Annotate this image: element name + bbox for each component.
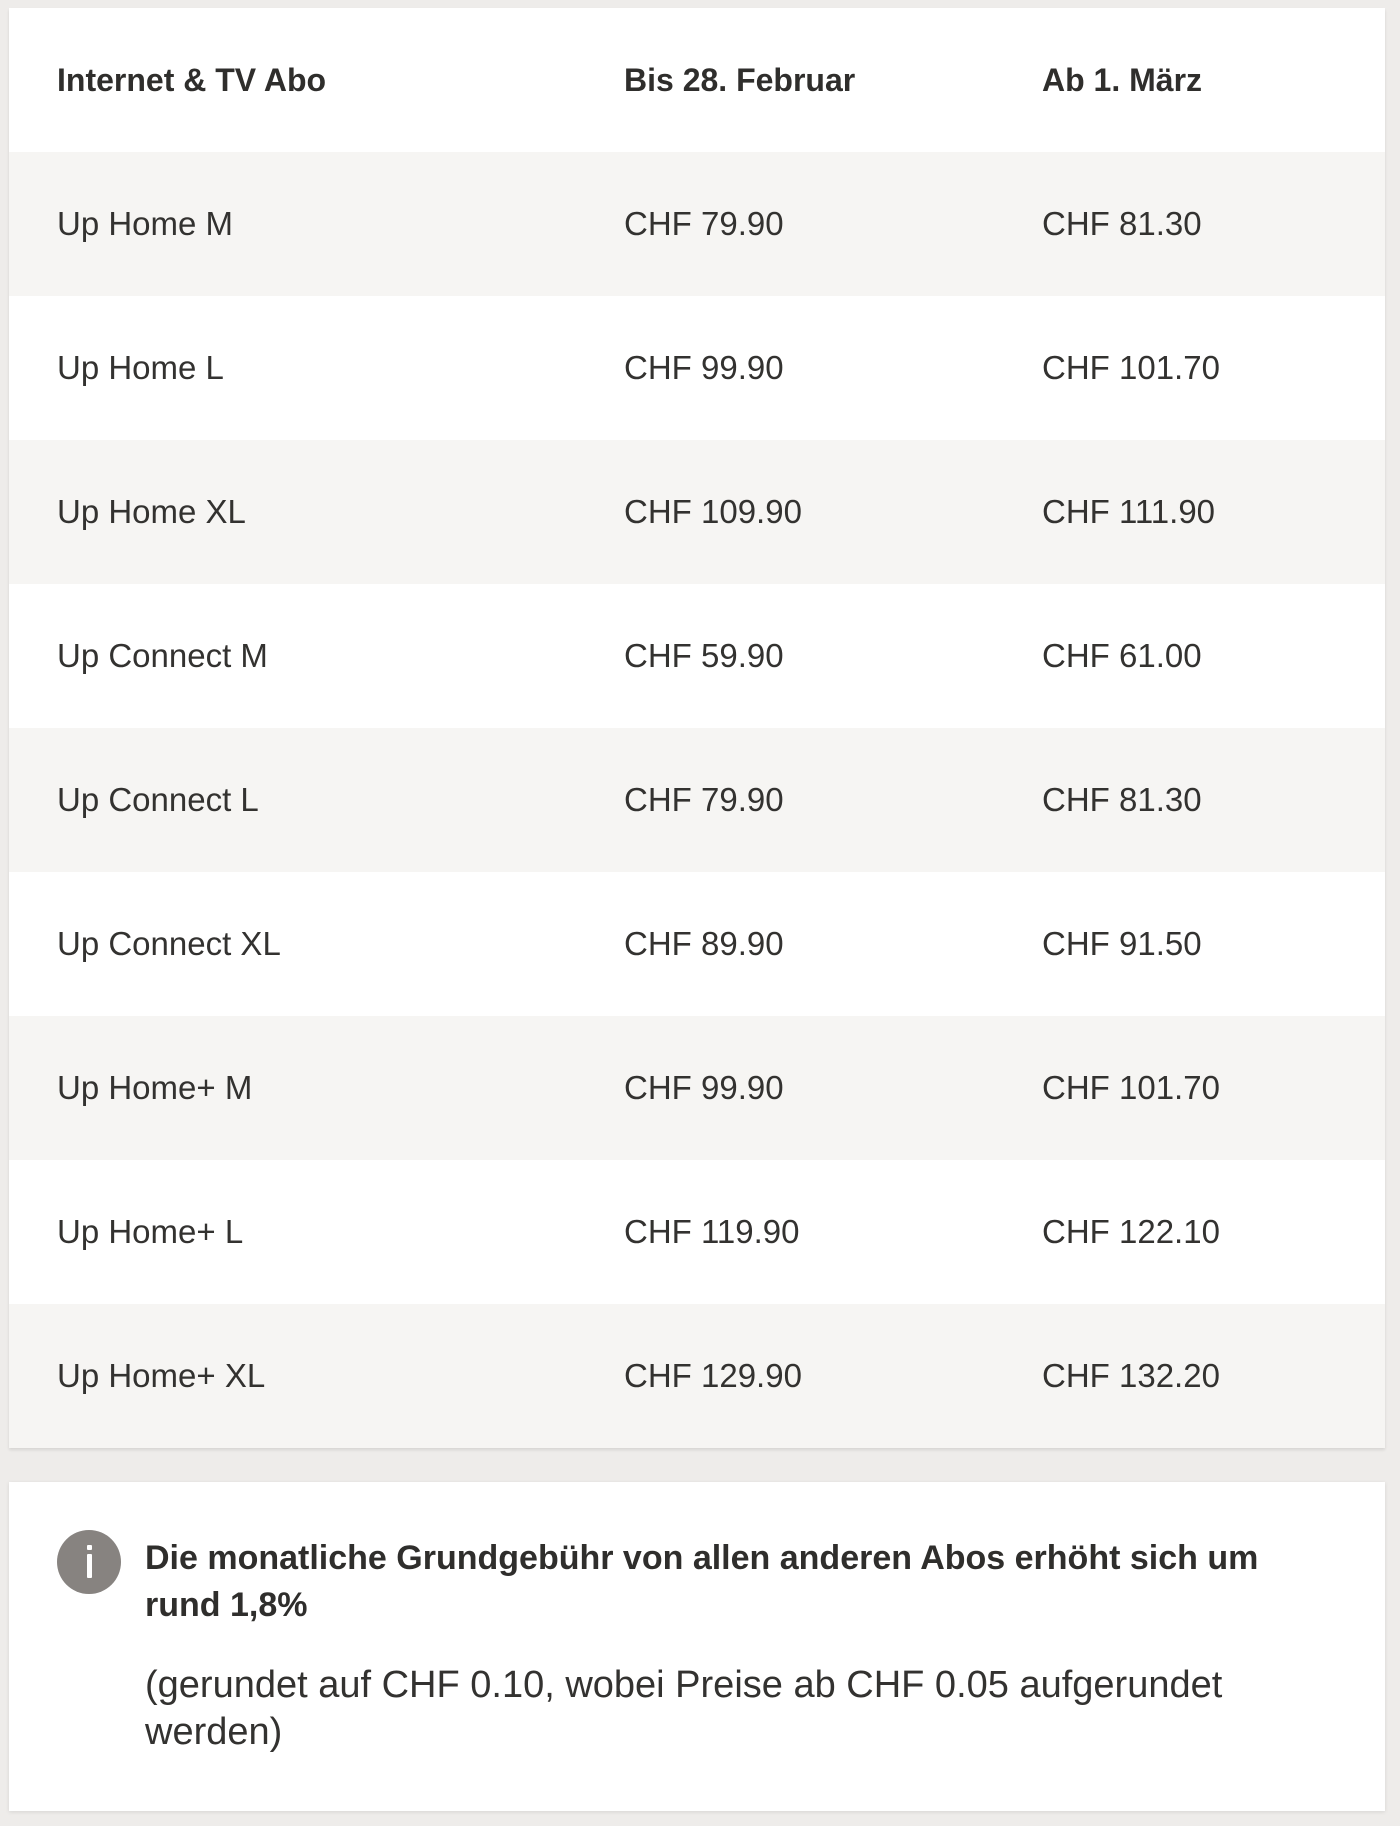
table-row [9,584,1385,728]
table-row [9,1016,1385,1160]
old-price: CHF 99.90 [624,349,784,386]
abo-name: Up Connect XL [57,925,281,962]
abo-name: Up Home L [57,349,224,386]
new-price: CHF 132.20 [1042,1357,1220,1394]
new-price: CHF 81.30 [1042,205,1202,242]
abo-name: Up Connect L [57,781,259,818]
table-row [9,152,1385,296]
abo-name: Up Home XL [57,493,246,530]
old-price: CHF 109.90 [624,493,802,530]
new-price: CHF 111.90 [1042,493,1216,530]
info-title: Die monatliche Grundgebühr von allen anderen Abos erhöht sich um rund 1,8% [145,1539,1259,1624]
table-header-row [9,8,1385,152]
new-price: CHF 101.70 [1042,349,1220,386]
abo-name: Up Connect M [57,637,268,674]
old-price: CHF 99.90 [624,1069,784,1106]
new-price: CHF 122.10 [1042,1213,1220,1250]
new-price: CHF 91.50 [1042,925,1202,962]
header-abo: Internet & TV Abo [57,62,327,98]
price-table [9,8,1385,1448]
old-price: CHF 119.90 [624,1213,800,1250]
abo-name: Up Home+ M [57,1069,253,1106]
abo-name: Up Home+ XL [57,1357,266,1394]
table-row [9,1160,1385,1304]
info-box [9,1482,1385,1811]
info-icon [57,1530,121,1594]
header-old-price: Bis 28. Februar [624,62,856,98]
table-row [9,872,1385,1016]
table-row [9,728,1385,872]
new-price: CHF 81.30 [1042,781,1202,818]
new-price: CHF 101.70 [1042,1069,1220,1106]
abo-name: Up Home M [57,205,234,242]
old-price: CHF 59.90 [624,637,784,674]
old-price: CHF 79.90 [624,205,784,242]
abo-name: Up Home+ L [57,1213,244,1250]
info-text: (gerundet auf CHF 0.10, wobei Preise ab CHF 0.05 aufgerundet werden) [145,1664,1223,1753]
header-new-price: Ab 1. März [1042,62,1203,98]
old-price: CHF 79.90 [624,781,784,818]
old-price: CHF 129.90 [624,1357,802,1394]
table-row [9,440,1385,584]
table-row [9,1304,1385,1448]
old-price: CHF 89.90 [624,925,784,962]
table-row [9,296,1385,440]
new-price: CHF 61.00 [1042,637,1202,674]
